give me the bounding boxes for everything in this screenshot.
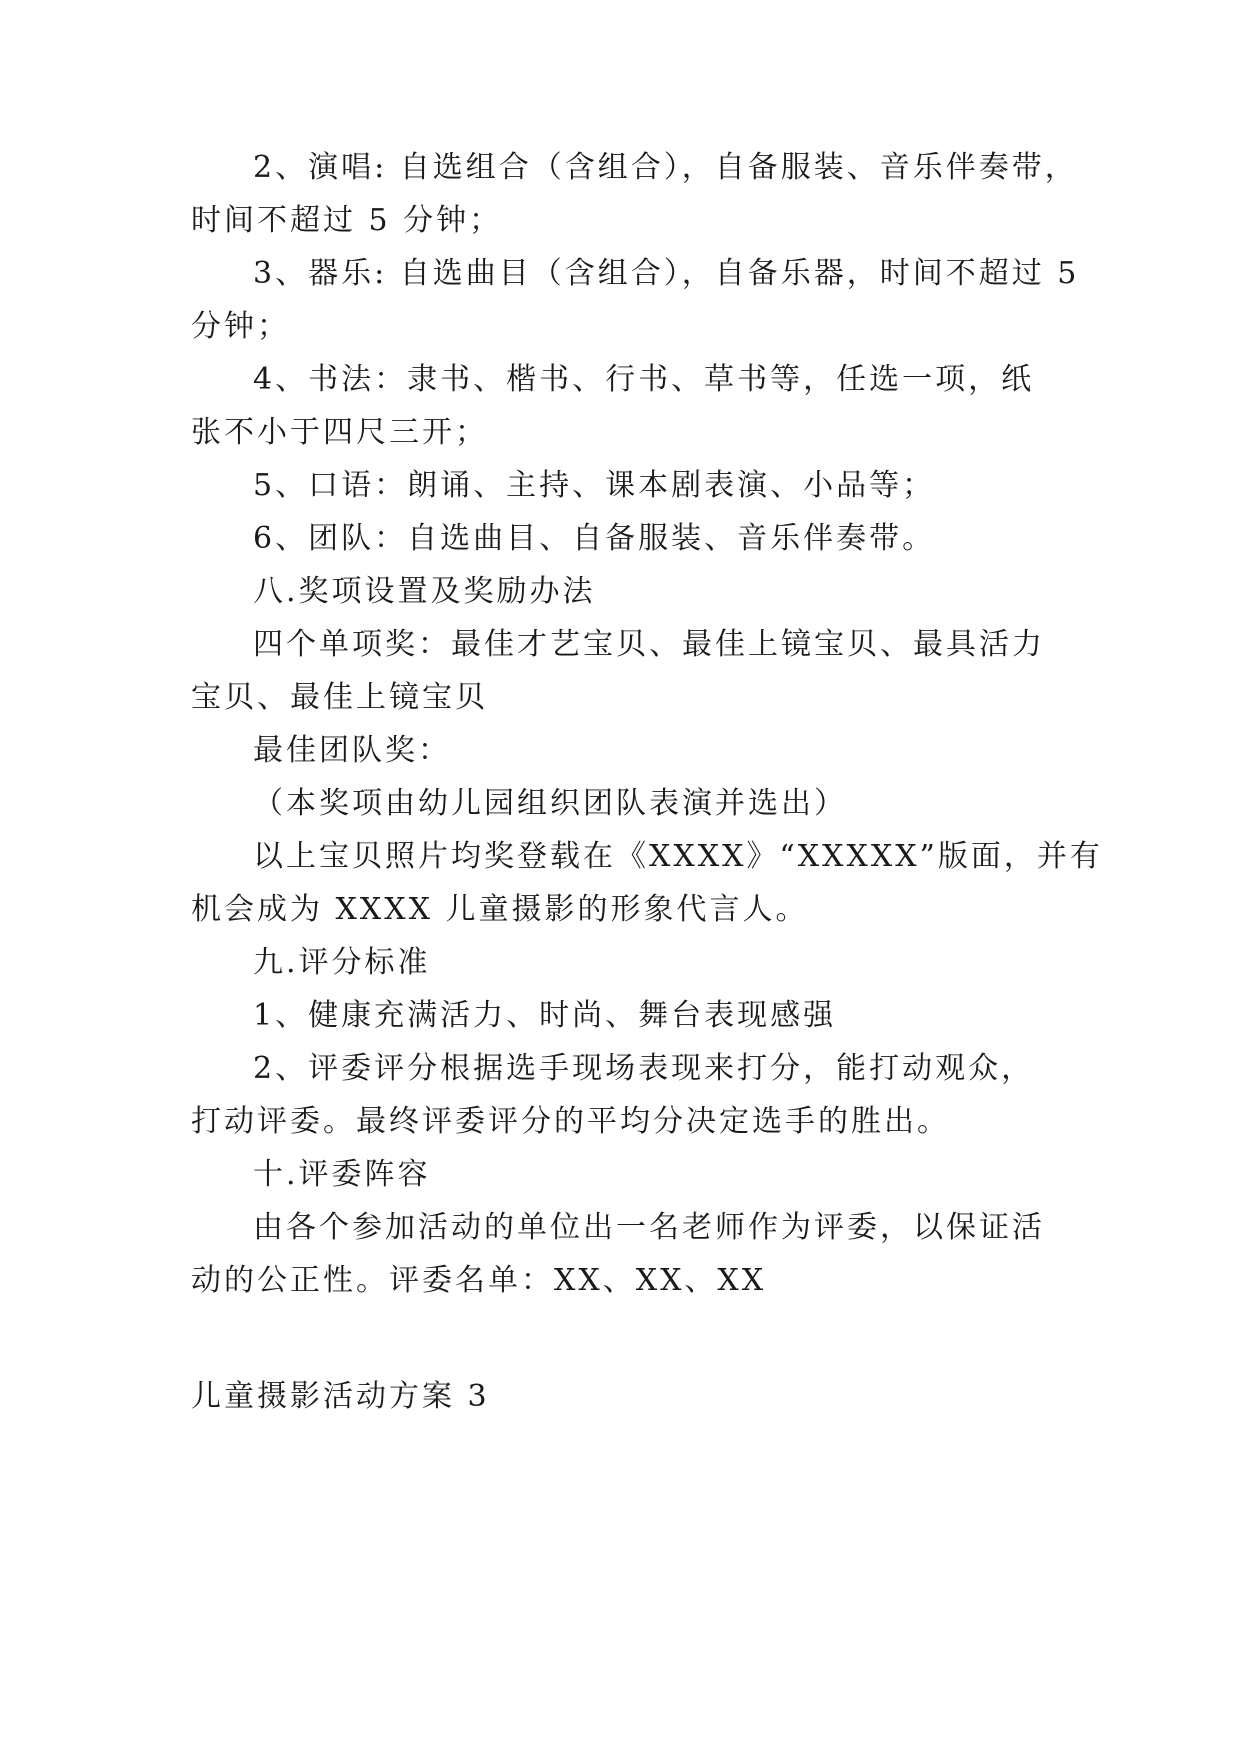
text-line: 4、书法：隶书、楷书、行书、草书等，任选一项，纸 (253, 362, 1035, 397)
text-line: 1、健康充满活力、时尚、舞台表现感强 (253, 998, 837, 1033)
text-line: 2、演唱: 自选组合（含组合），自备服装、音乐伴奏带， (253, 150, 1078, 185)
text-line: 分钟； (191, 309, 290, 344)
text-line: 机会成为 XXXX 儿童摄影的形象代言人。 (191, 892, 809, 927)
text-line: 时间不超过 5 分钟； (191, 203, 503, 238)
text-line: 2、评委评分根据选手现场表现来打分，能打动观众， (253, 1051, 1035, 1086)
text-line: 由各个参加活动的单位出一名老师作为评委，以保证活 (253, 1210, 1045, 1245)
text-line: 6、团队：自选曲目、自备服装、音乐伴奏带。 (253, 521, 936, 556)
text-line: 3、器乐: 自选曲目（含组合），自备乐器，时间不超过 5 (253, 256, 1080, 291)
text-line: 5、口语：朗诵、主持、课本剧表演、小品等； (253, 468, 936, 503)
text-line: 以上宝贝照片均奖登载在《XXXX》“XXXXX”版面，并有 (253, 839, 1103, 874)
text-line: 最佳团队奖： (253, 733, 451, 768)
section-heading: 八.奖项设置及奖励办法 (253, 574, 596, 609)
text-line: 动的公正性。评委名单：XX、XX、XX (191, 1263, 767, 1298)
text-line: 打动评委。最终评委评分的平均分决定选手的胜出。 (191, 1104, 950, 1139)
section-heading: 十.评委阵容 (253, 1157, 431, 1192)
text-line: （本奖项由幼儿园组织团队表演并选出） (253, 786, 847, 821)
text-line: 宝贝、最佳上镜宝贝 (191, 680, 488, 715)
section-heading: 九.评分标准 (253, 945, 431, 980)
text-line: 张不小于四尺三开； (191, 415, 488, 450)
text-line: 四个单项奖：最佳才艺宝贝、最佳上镜宝贝、最具活力 (253, 627, 1045, 662)
document-title: 儿童摄影活动方案 3 (191, 1379, 490, 1414)
